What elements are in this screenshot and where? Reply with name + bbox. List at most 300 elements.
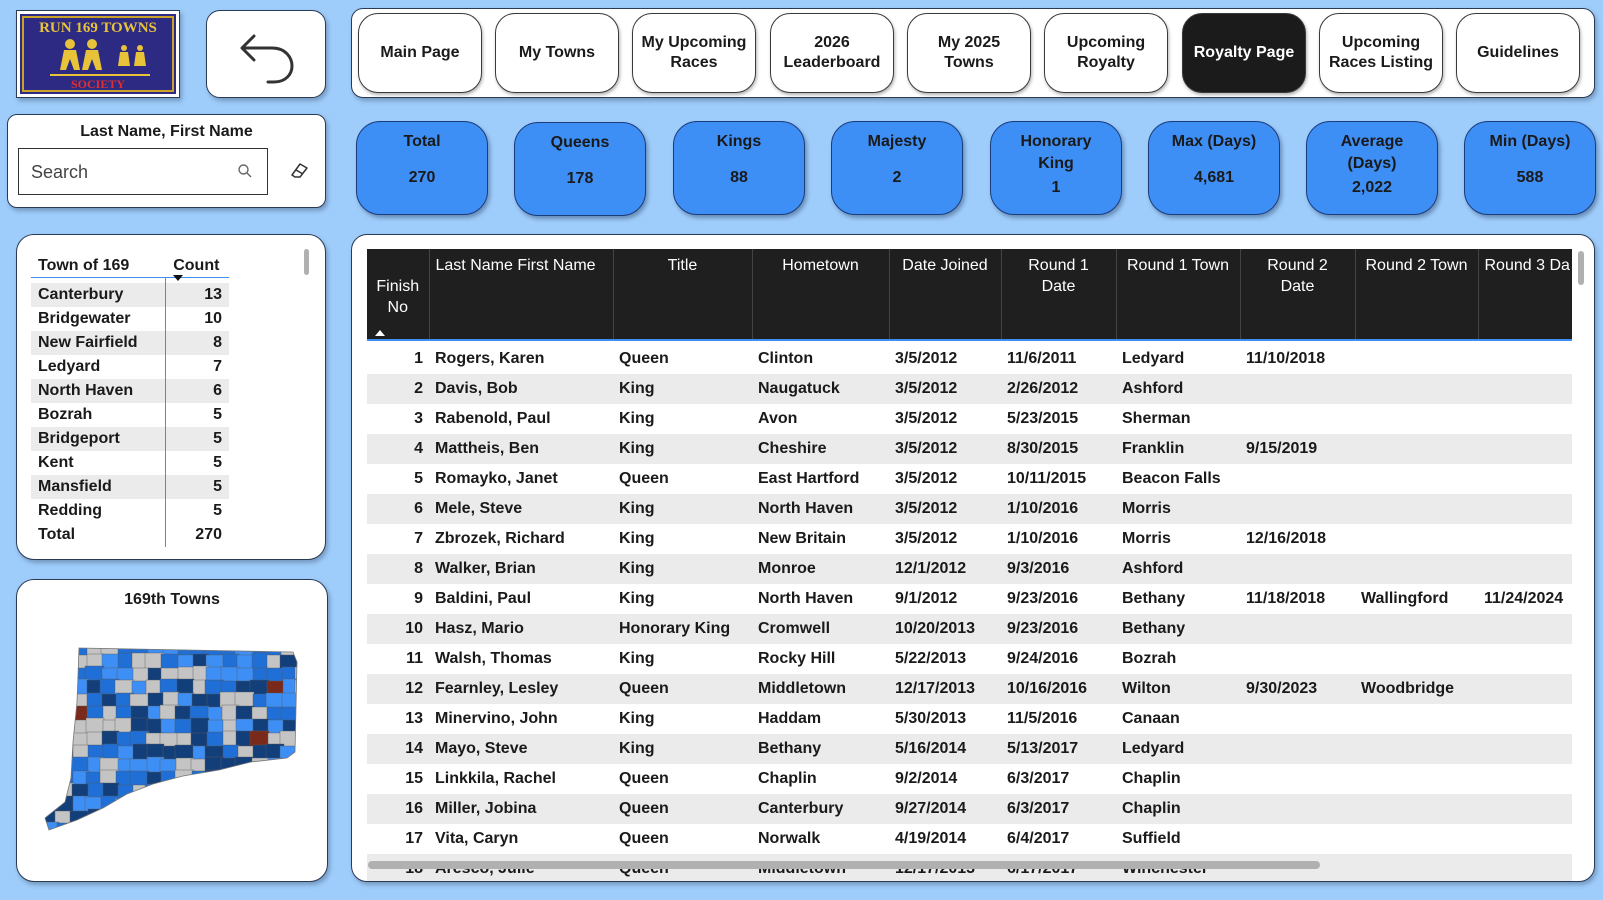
search-title: Last Name, First Name: [80, 123, 253, 140]
round2-town-cell: [1355, 374, 1478, 404]
table-row[interactable]: [367, 704, 1572, 734]
table-row[interactable]: [367, 524, 1572, 554]
kpi-label: Majesty: [867, 133, 927, 150]
round2-town-cell: [1355, 644, 1478, 674]
kpi-value: 178: [566, 170, 594, 187]
table-row[interactable]: [367, 494, 1572, 524]
table-row[interactable]: [367, 794, 1572, 824]
finish-no-cell: 8: [367, 554, 429, 584]
title-cell: King: [619, 410, 655, 427]
name-cell: Linkkila, Rachel: [435, 770, 556, 787]
column-header-finish-no[interactable]: [367, 249, 429, 340]
name-cell: Davis, Bob: [429, 374, 613, 404]
date-joined-cell: 9/27/2014: [889, 794, 1001, 824]
count-cell: 5: [165, 451, 229, 475]
map-town-cell: [58, 642, 74, 656]
round1-date-cell: 11/6/2011: [1007, 350, 1077, 367]
map-town-cell: [57, 679, 74, 695]
date-joined-cell: 3/5/2012: [889, 494, 1001, 524]
table-row[interactable]: [31, 427, 229, 451]
map-card: [16, 579, 328, 882]
column-header-count[interactable]: [165, 249, 229, 277]
column-header-round2-date[interactable]: Round 2 Date: [1240, 249, 1355, 340]
round1-town-cell: Franklin: [1116, 434, 1240, 464]
map-town-cell: [103, 744, 119, 760]
hometown-cell: East Hartford: [758, 470, 860, 487]
royalty-table-card: [351, 234, 1595, 882]
title-cell: Queen: [619, 470, 669, 487]
round1-town-cell: Ashford: [1116, 374, 1240, 404]
round2-town-cell: Woodbridge: [1355, 674, 1478, 704]
count-cell: 5: [165, 403, 229, 427]
round1-date-cell: 2/26/2012: [1001, 374, 1116, 404]
map-town-cell: [208, 707, 224, 721]
column-header-round2-town[interactable]: Round 2 Town: [1355, 249, 1478, 340]
round3-date-cell: [1478, 734, 1572, 764]
map-town-cell: [236, 770, 254, 786]
round2-town-cell: [1355, 614, 1478, 644]
round1-town-cell: Chaplin: [1116, 794, 1240, 824]
date-joined-cell: 5/30/2013: [895, 710, 967, 727]
map-town-cell: [115, 680, 134, 695]
map-town-cell: [298, 797, 301, 812]
round2-town-cell: [1355, 464, 1478, 494]
finish-no-cell: 6: [367, 494, 429, 524]
map-town-cell: [102, 654, 119, 669]
column-header-name[interactable]: Last Name First Name: [429, 249, 613, 340]
count-cell: 5: [165, 427, 229, 451]
table-row[interactable]: [367, 434, 1572, 464]
table-row[interactable]: [367, 344, 1572, 374]
hometown-cell: Norwalk: [758, 830, 821, 847]
logo-line1: RUN 169 TOWNS: [39, 20, 157, 36]
name-cell: Romayko, Janet: [435, 470, 558, 487]
back-button[interactable]: [206, 10, 326, 98]
map-town-cell: [101, 822, 119, 832]
round1-town-cell: Morris: [1122, 530, 1171, 547]
round3-date-cell: [1478, 824, 1572, 854]
date-joined-cell: 9/1/2012: [895, 590, 958, 607]
map-town-cell: [296, 642, 301, 656]
round3-date-cell: [1478, 524, 1572, 554]
kpi-value: 4,681: [1193, 169, 1235, 186]
kpi-min-days: [1464, 121, 1596, 215]
table-row[interactable]: [31, 379, 229, 403]
town-cell: Redding: [38, 502, 102, 519]
map-town-cell: [298, 692, 301, 708]
table-row[interactable]: [367, 584, 1572, 614]
map-town-cell: [223, 654, 239, 669]
map-town-cell: [176, 796, 194, 812]
title-cell: King: [619, 530, 655, 547]
hometown-cell: Canterbury: [752, 794, 889, 824]
round2-date-cell: [1240, 554, 1355, 584]
table-row[interactable]: [367, 614, 1572, 644]
round1-town-cell: Morris: [1116, 494, 1240, 524]
title-cell: King: [619, 650, 655, 667]
search-box[interactable]: [18, 148, 268, 195]
round2-town-cell: [1355, 704, 1478, 734]
map-town-cell: [146, 798, 164, 812]
date-joined-cell: 12/17/2013: [889, 674, 1001, 704]
map-town-cell: [295, 785, 301, 799]
map-town-cell: [297, 732, 301, 747]
date-joined-cell: 3/5/2012: [895, 350, 958, 367]
table-row[interactable]: [31, 355, 229, 379]
column-header-hometown[interactable]: Hometown: [752, 249, 889, 340]
map-town-cell: [87, 732, 104, 747]
date-joined-cell: 3/5/2012: [895, 410, 958, 427]
column-header-date-joined[interactable]: Date Joined: [889, 249, 1001, 340]
date-joined-cell: 12/1/2012: [889, 554, 1001, 584]
town-cell: Bridgeport: [31, 427, 165, 451]
round2-town-cell: [1355, 794, 1478, 824]
table-row[interactable]: [367, 554, 1572, 584]
table-row[interactable]: [367, 764, 1572, 794]
hometown-cell: Cromwell: [752, 614, 889, 644]
map-town-cell: [132, 810, 149, 825]
name-cell: Zbrozek, Richard: [435, 530, 565, 547]
search-input[interactable]: [31, 160, 221, 184]
round1-date-cell: 6/3/2017: [1001, 794, 1116, 824]
table-row[interactable]: [31, 331, 229, 355]
map-town-cell: [87, 824, 104, 832]
map-town-cell: [222, 784, 239, 799]
map-town-cell: [87, 693, 104, 708]
map-town-cell: [43, 705, 59, 721]
round2-date-cell: [1240, 374, 1355, 404]
round2-date-cell: [1240, 494, 1355, 524]
vertical-scrollbar[interactable]: [304, 249, 309, 275]
kpi-value: 1: [1051, 179, 1061, 196]
round2-town-cell: [1355, 554, 1478, 584]
map-town-cell: [102, 811, 119, 825]
column-header-round3-date[interactable]: Round 3 Da: [1478, 249, 1572, 340]
title-cell: King: [613, 374, 752, 404]
map-town-cell: [266, 693, 284, 708]
map-town-cell: [175, 745, 194, 760]
table-row[interactable]: [367, 734, 1572, 764]
round2-date-cell: [1240, 404, 1355, 434]
round3-date-cell: [1478, 434, 1572, 464]
column-header-round1-date[interactable]: Round 1 Date: [1001, 249, 1116, 340]
table-row[interactable]: [367, 374, 1572, 404]
kpi-kings: [673, 121, 805, 215]
round3-date-cell: [1478, 464, 1572, 494]
map-town-cell: [235, 810, 254, 825]
horizontal-scrollbar[interactable]: [368, 861, 1320, 869]
nav-my-towns-button[interactable]: My Towns: [495, 13, 619, 93]
map-town-cell: [118, 746, 134, 760]
table-row[interactable]: [367, 824, 1572, 854]
name-cell: Mayo, Steve: [429, 734, 613, 764]
title-cell: King: [619, 710, 655, 727]
kpi-honorary-king: [990, 121, 1122, 215]
round3-date-cell: [1478, 494, 1572, 524]
town-cell: Bridgewater: [38, 310, 131, 327]
map-town-cell: [253, 771, 269, 786]
town-cell: Mansfield: [31, 475, 165, 499]
map-town-cell: [146, 823, 164, 832]
table-row[interactable]: [31, 283, 229, 307]
round2-town-cell: [1355, 524, 1478, 554]
title-cell: Queen: [619, 350, 669, 367]
nav-main-page-button[interactable]: Main Page: [358, 13, 482, 93]
hometown-cell: Rocky Hill: [758, 650, 836, 667]
royalty-table: [367, 249, 1572, 882]
round2-date-cell: [1240, 734, 1355, 764]
table-row[interactable]: [367, 674, 1572, 704]
round2-town-cell: [1355, 854, 1478, 882]
town-cell: New Fairfield: [31, 331, 165, 355]
map-town-cell: [55, 668, 74, 682]
count-cell: 10: [165, 307, 229, 331]
town-cell: Bozrah: [38, 406, 93, 423]
eraser-icon[interactable]: [290, 161, 310, 179]
column-header-title[interactable]: Title: [613, 249, 752, 340]
sort-descending-icon: [173, 275, 183, 282]
title-cell: Queen: [613, 794, 752, 824]
map-town-cell: [73, 642, 89, 656]
table-row[interactable]: [367, 644, 1572, 674]
round1-town-cell: Wilton: [1116, 674, 1240, 704]
royalty-table-body: [367, 340, 1572, 882]
round1-town-cell: Ledyard: [1116, 734, 1240, 764]
hometown-cell: Chaplin: [758, 770, 817, 787]
title-cell: Honorary King: [613, 614, 752, 644]
round2-town-cell: [1355, 764, 1478, 794]
map-town-cell: [281, 784, 299, 799]
name-cell: Mattheis, Ben: [429, 434, 613, 464]
round2-date-cell: 9/30/2023: [1240, 674, 1355, 704]
round2-town-cell: [1355, 404, 1478, 434]
map-town-cell: [253, 822, 269, 832]
map-town-cell: [178, 693, 194, 708]
map-town-cells: [43, 642, 301, 832]
vertical-scrollbar[interactable]: [1578, 251, 1584, 285]
map-town-cell: [268, 784, 284, 799]
map-town-cell: [295, 772, 301, 786]
sort-ascending-icon: [375, 329, 385, 336]
hometown-cell: North Haven: [758, 590, 854, 607]
map-town-cell: [296, 706, 301, 721]
town-cell: North Haven: [31, 379, 165, 403]
map-town-cell: [207, 810, 224, 825]
nav-my-2025-towns-button[interactable]: My 2025 Towns: [907, 13, 1031, 93]
table-row[interactable]: [31, 307, 229, 331]
hometown-cell: New Britain: [758, 530, 847, 547]
kpi-label: Honorary King: [1020, 133, 1092, 172]
map-town-cell: [235, 823, 254, 832]
map-town-cell: [115, 811, 134, 825]
total-row: [31, 523, 229, 547]
town-cell: Canterbury: [31, 283, 165, 307]
map-town-cell: [56, 732, 74, 747]
finish-no-cell: 2: [367, 374, 429, 404]
kpi-label: Average (Days): [1340, 133, 1404, 172]
map-town-cell: [237, 796, 254, 812]
undo-arrow-icon: [234, 22, 298, 86]
nav-upcoming-races-listing-button[interactable]: Upcoming Races Listing: [1319, 13, 1443, 93]
town-count-card: [16, 234, 326, 560]
map-title: 169th Towns: [124, 591, 220, 608]
nav-royalty-page-button[interactable]: Royalty Page: [1182, 13, 1306, 93]
round1-date-cell: 5/23/2015: [1007, 410, 1079, 427]
round1-date-cell: 1/10/2016: [1001, 494, 1116, 524]
table-row[interactable]: [31, 475, 229, 499]
map-town-cell: [205, 770, 224, 786]
map-town-cell: [298, 653, 301, 669]
round3-date-cell: [1478, 374, 1572, 404]
table-row[interactable]: [31, 403, 229, 427]
nav-guidelines-button[interactable]: Guidelines: [1456, 13, 1580, 93]
round1-date-cell: 5/13/2017: [1001, 734, 1116, 764]
kpi-majesty: [831, 121, 963, 215]
column-header-label: Finish No: [376, 278, 420, 316]
map-town-cell: [191, 798, 209, 812]
date-joined-cell: 4/19/2014: [895, 830, 967, 847]
round1-town-cell: Ledyard: [1122, 350, 1185, 367]
count-cell: 5: [165, 475, 229, 499]
finish-no-cell: 15: [405, 770, 423, 787]
map-town-cell: [131, 797, 149, 812]
kpi-label: Max (Days): [1171, 133, 1257, 150]
round1-town-cell: Bethany: [1116, 614, 1240, 644]
map-town-cell: [207, 732, 224, 747]
map-town-cell: [176, 822, 194, 832]
society-logo: [16, 10, 180, 98]
count-cell: 5: [165, 499, 229, 523]
map-town-cell: [73, 822, 89, 832]
nav-upcoming-royalty-button[interactable]: Upcoming Royalty: [1044, 13, 1168, 93]
round1-date-cell: 8/30/2015: [1001, 434, 1116, 464]
round3-date-cell: [1478, 554, 1572, 584]
hometown-cell: Avon: [758, 410, 798, 427]
map-town-cell: [237, 655, 254, 669]
round1-town-cell: Bozrah: [1122, 650, 1177, 667]
hometown-cell: Cheshire: [752, 434, 889, 464]
map-town-cell: [191, 718, 209, 734]
column-header-town[interactable]: Town of 169: [31, 249, 165, 277]
round3-date-cell: [1478, 614, 1572, 644]
round1-date-cell: 9/23/2016: [1007, 590, 1079, 607]
map-town-cell: [133, 824, 149, 832]
map-town-cell: [43, 655, 59, 669]
hometown-cell: Haddam: [758, 710, 822, 727]
title-cell: King: [613, 434, 752, 464]
hometown-cell: Middletown: [752, 674, 889, 704]
round2-town-cell: [1355, 494, 1478, 524]
total-count: 270: [165, 523, 229, 547]
kpi-value: 588: [1516, 169, 1544, 186]
round2-date-cell: [1240, 704, 1355, 734]
title-cell: Queen: [613, 674, 752, 704]
map-town-cell: [221, 798, 239, 812]
column-header-round1-town[interactable]: Round 1 Town: [1116, 249, 1240, 340]
round2-date-cell: [1240, 824, 1355, 854]
map-town-cell: [161, 654, 179, 669]
map-town-cell: [265, 772, 284, 786]
round2-town-cell: [1355, 734, 1478, 764]
map-town-cell: [57, 692, 74, 708]
name-search-slicer: [7, 114, 326, 208]
map-town-cell: [43, 744, 59, 760]
map-town-cell: [175, 770, 194, 786]
title-cell: Queen: [619, 830, 669, 847]
round1-town-cell: Beacon Falls: [1122, 470, 1221, 487]
table-row[interactable]: [31, 451, 229, 475]
round3-date-cell: [1478, 704, 1572, 734]
title-cell: Queen: [619, 770, 669, 787]
map-town-cell: [296, 811, 301, 825]
name-cell: Rabenold, Paul: [435, 410, 551, 427]
hometown-cell: Bethany: [752, 734, 889, 764]
map-town-cell: [297, 720, 301, 734]
kpi-average-days: [1306, 121, 1438, 215]
date-joined-cell: 10/20/2013: [889, 614, 1001, 644]
map-town-cell: [193, 811, 209, 825]
map-town-cell: [43, 732, 59, 747]
finish-no-cell: 5: [414, 470, 423, 487]
map-town-cell: [160, 784, 179, 799]
kpi-value: 2: [892, 169, 902, 186]
connecticut-town-map[interactable]: [43, 642, 301, 832]
round1-town-cell: Canaan: [1122, 710, 1180, 727]
date-joined-cell: 3/5/2012: [889, 434, 1001, 464]
map-town-cell: [207, 822, 224, 832]
kpi-label: Min (Days): [1489, 133, 1571, 150]
map-town-cell: [221, 823, 239, 832]
map-town-cell: [235, 785, 254, 799]
table-row[interactable]: [367, 404, 1572, 434]
map-town-cell: [177, 679, 194, 695]
name-cell: Hasz, Mario: [429, 614, 613, 644]
finish-no-cell: 9: [414, 590, 423, 607]
round1-town-cell: Chaplin: [1122, 770, 1181, 787]
search-icon[interactable]: [237, 163, 253, 179]
map-town-cell: [298, 759, 301, 773]
map-town-cell: [115, 798, 134, 812]
nav-leaderboard-button[interactable]: 2026 Leaderboard: [770, 13, 894, 93]
navigation-bar: [351, 8, 1595, 98]
map-town-cell: [56, 707, 74, 721]
map-town-cell: [281, 642, 299, 656]
kpi-max-days: [1148, 121, 1280, 215]
title-cell: King: [613, 494, 752, 524]
map-town-cell: [163, 798, 179, 812]
map-town-cell: [282, 824, 299, 832]
name-cell: Rogers, Karen: [435, 350, 545, 367]
round1-date-cell: 1/10/2016: [1007, 530, 1079, 547]
map-town-cell: [193, 823, 209, 832]
title-cell: King: [613, 554, 752, 584]
table-row[interactable]: [31, 499, 229, 523]
round1-date-cell: 10/11/2015: [1007, 470, 1087, 487]
hometown-cell: Clinton: [758, 350, 814, 367]
kpi-value: 270: [408, 169, 436, 186]
map-town-cell: [283, 759, 299, 773]
map-town-cell: [222, 770, 239, 786]
map-town-cell: [43, 679, 59, 695]
count-cell: 6: [165, 379, 229, 403]
map-town-cell: [130, 771, 149, 786]
name-cell: Miller, Jobina: [429, 794, 613, 824]
finish-no-cell: 11: [406, 650, 423, 667]
title-cell: King: [619, 590, 655, 607]
table-row[interactable]: [367, 464, 1572, 494]
map-town-cell: [221, 667, 239, 682]
nav-my-upcoming-races-button[interactable]: My Upcoming Races: [632, 13, 756, 93]
